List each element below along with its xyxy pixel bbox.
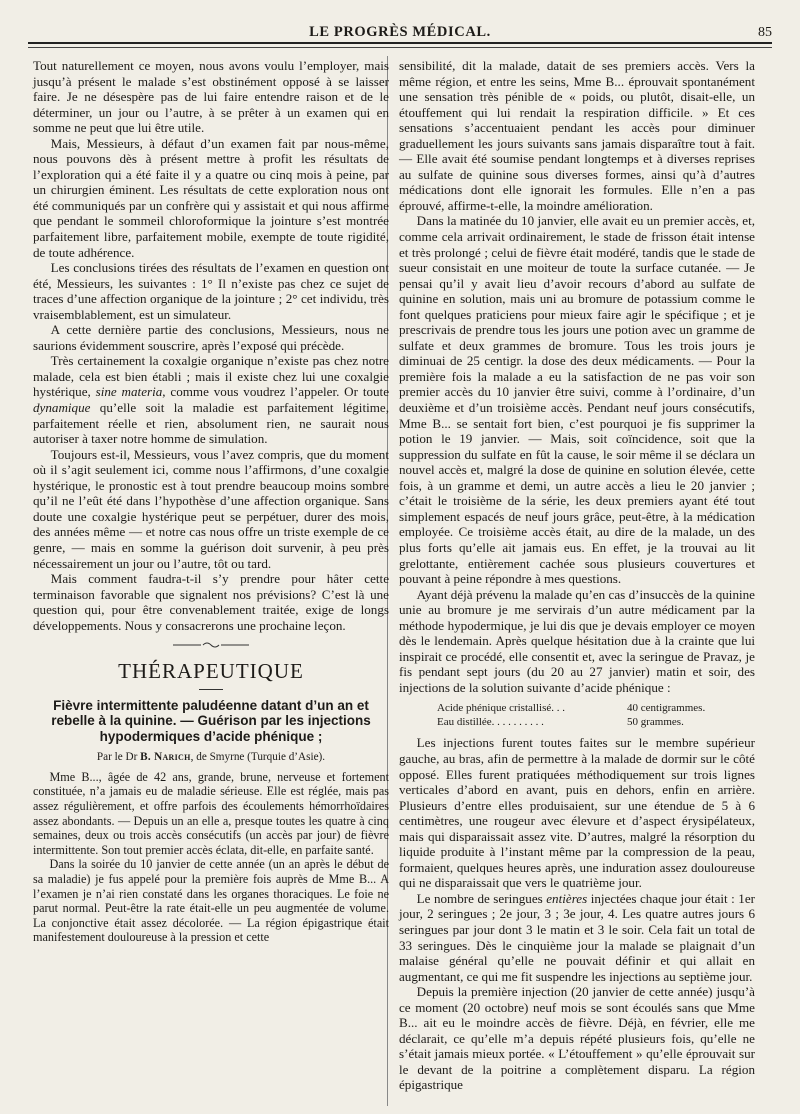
right-column: [399, 58, 755, 1093]
text-run: , comme vous voudrez l’appeler. Or toute: [162, 384, 390, 400]
article-title: Fièvre intermittente paludéenne datant d’un an et rebelle à la quinine. — Guérison par les injections hypodermiques d’acide phénique ;: [51, 697, 371, 744]
section-rule: [199, 689, 223, 690]
paragraph: Tout naturellement ce moyen, nous avons voulu l’employer, mais jusqu’à présent le malade s’est obstinément opposé à se laisser faire. Je ne désespère pas de lui faire entendre raison et de le déterminer, un jour ou l’autre, à se prêter à un examen qui en somme ne peut que lui être utile.: [33, 58, 389, 136]
byline: [33, 750, 389, 766]
ornament-divider: [33, 639, 389, 655]
ornament-icon: [171, 641, 251, 649]
italic-term: entières: [546, 890, 588, 906]
byline-prefix: Par le Dr: [96, 751, 141, 764]
paragraph: [399, 891, 755, 984]
paragraph: Ayant déjà prévenu la malade qu’en cas d’insuccès de la quinine unie au bromure je me servirais d’un autre médicament par la méthode hypodermique, je lui dis que je devais employer ce moyen dès le lendemain. Après quelque hésitation due à la crainte que lui inspirait ce procédé, elle consentit et, avec la seringue de Pravaz, je fis pendant sept jours (du 20 au 27 janvier) matin et soir, des injections de la solution suivante d’acide phénique :: [399, 586, 755, 695]
byline-suffix: , de Smyrne (Turquie d’Asie).: [190, 751, 326, 764]
ingredient-quantity: 50 grammes.: [627, 716, 684, 729]
text-run: Très certainement la coxalgie organique n’existe pas chez notre malade, cela est bien établi ; mais il existe chez lui une coxalgie hystérique,: [33, 353, 389, 400]
page-number: 85: [758, 25, 772, 40]
paragraph: A cette dernière partie des conclusions, Messieurs, nous ne saurions évidemment souscrire, après l’exposé qui précède.: [33, 322, 389, 353]
text-run: qu’elle soit la maladie est parfaitement légitime, parfaitement réelle et rien, absolument rien, ne saurait nous autoriser à taxer notre homme de simulation.: [33, 400, 389, 447]
prescription-formula: [437, 701, 755, 729]
section-title: THÉRAPEUTIQUE: [118, 658, 304, 683]
italic-term: dynamique: [33, 400, 91, 416]
paragraph: Mais comment faudra-t-il s’y prendre pour hâter cette terminaison favorable que signalent nos prévisions? C’est là une question qui, pour être convenablement traitée, exige de longs développements. Nous y consacrerons une prochaine leçon.: [33, 571, 389, 633]
paragraph: sensibilité, dit la malade, datait de ses premiers accès. Vers la même région, et entre les seins, Mme B... éprouvait spontanément une sensation très pénible de « poids, ou plutôt, disait-elle, un étouffement qui lui rendait la respiration difficile. » Et ces sensations s’accentuaient pendant les accès pour diminuer graduellement les jours suivants sans jamais disparaître tout à fait. — Elle avait été soumise pendant longtemps et à diverses reprises au sulfate de quinine sous diverses formes, ainsi qu’à d’autres médications dont elle ignorait les formules. Elle n’en a pas éprouvé, affirme-t-elle, la moindre amélioration.: [399, 58, 755, 213]
text-run: injectées chaque jour était : 1er jour, 2 seringues ; 2e jour, 3 ; 3e jour, 4. Les quatre autres jours 6 seringues par jour dont 3 le matin et 3 le soir. Cela fait un total de 33 seringues. Dès le cinquième jour la malade se plaignait d’un malaise général qu’elle ne pouvait définir et qui allait en augmentant, ce qui me fit suspendre les injections au septième jour.: [399, 890, 755, 984]
text-run: Le nombre de seringues: [416, 890, 547, 906]
page-header: [28, 22, 772, 44]
paragraph: Mme B..., âgée de 42 ans, grande, brune, nerveuse et fortement constituée, n’a jamais eu de maladie sérieuse. Elle est réglée, mais pas assez régulièrement, et offre parfois des écoulements hémorrhoïdaires assez abondants. — Depuis un an elle a, presque toutes les quatre à cinq semaines, deux ou trois accès consécutifs (un accès par jour) de fièvre intermittente. Son tout premier accès éclata, dit-elle, en parfaite santé.: [33, 769, 389, 857]
ingredient-name: Acide phénique cristallisé. . .: [437, 702, 565, 715]
italic-term: sine materia: [95, 384, 163, 400]
paragraph: Dans la matinée du 10 janvier, elle avait eu un premier accès, et, comme cela arrivait ordinairement, le stade de frisson était intense et très prolongé ; celui de fièvre était modéré, tandis que le stade de sueur consistait en une moiteur de toute la surface cutanée. — Je pensai qu’il y avait lieu d’avoir recours d’abord au sulfate de quinine en solution, mais uni au bromure de potassium comme le font quelques praticiens pour mieux faire agir le spécifique ; et je prescrivais de prendre tous les jours une potion avec un gramme de sulfate et deux grammes de bromure. Tous les trois jours je diminuai de 25 centigr. la dose des deux médicaments. — Pour la première fois la malade a eu la satisfaction de ne pas voir son premier accès du 10 janvier être suivi, comme à l’ordinaire, d’un deuxième et d’un troisième accès. Pendant neuf jours consécutifs, Mme B... se sentait fort bien, c’est pourquoi je fis supprimer la potion le 19 janvier. — Mais, soit coïncidence, soit que la suppression du sulfate en fût la cause, le soir même il se déclara un nouvel accès et, malgré la dose de quinine en solution élevée, cette fois, à un gramme et demi, un autre accès a lieu le 20 janvier ; c’était le troisième de la série, les deux premiers ayant été tout simplement espacés de neuf jours grâce, peut-être, à la médication employée. Ce troisième accès était, au dire de la malade, un des plus forts qu’elle ait jamais eus. En effet, je la trouvai au lit grelottante, entièrement cachée sous plusieurs couvertures et pouvant à peine répondre à mes questions.: [399, 213, 755, 587]
paragraph: Dans la soirée du 10 janvier de cette année (un an après le début de sa maladie) je fus appelé pour la première fois auprès de Mme B... A l’examen je n’ai rien constaté dans les organes thoraciques. Le foie ne parut normal. Peut-être la rate était-elle un peu augmentée de volume. La conjonctive était assez décolorée. — La région épigastrique était manifestement douloureuse à la pression et cette: [33, 857, 389, 945]
paragraph: Les conclusions tirées des résultats de l’examen en question ont été, Messieurs, les suivantes : 1° Il n’existe pas chez ce sujet de traces d’une affection organique de la jointure ; 2° cet individu, très vraisemblablement, est un simulateur.: [33, 260, 389, 322]
left-column: [33, 58, 389, 945]
paragraph: Les injections furent toutes faites sur le membre supérieur gauche, au bras, afin de permettre à la malade de dormir sur le côté opposé. Elles furent pratiquées méthodiquement sur trois lignes verticales d’abord en avant, puis en dehors, enfin en arrière. Plusieurs d’entre elles produisaient, sur une étendue de 5 à 6 centimètres, une rougeur avec élevure et d’aspect érysipélateux, mais qui disparaissait assez vite. D’autres, malgré la résorption du liquide produite à l’instant même par la compression de la peau, formaient, quelques heures après, une induration assez douloureuse qui ne disparaissait que vers le quatrième jour.: [399, 735, 755, 891]
paragraph: Mais, Messieurs, à défaut d’un examen fait par nous-même, nous pouvons dès à présent mettre à profit les résultats de l’exploration qui a été faite il y a quatre ou cinq mois à peine, par un chirurgien éminent. Les résultats de cette exploration nous ont été communiqués par un confrère qui y assistait et qui nous affirme que pendant le sommeil chloroformique la jointure s’est montrée parfaitement libre, parfaitement mobile, exempte de toute rigidité, de toute adhérence.: [33, 135, 389, 260]
ingredient-quantity: 40 centigrammes.: [627, 702, 706, 715]
ingredient-name: Eau distillée. . . . . . . . . .: [437, 716, 544, 729]
header-rule-thin: [28, 47, 772, 48]
formula-row: [437, 701, 755, 715]
paragraph: [33, 353, 389, 446]
journal-title: LE PROGRÈS MÉDICAL.: [309, 24, 491, 40]
paragraph: Depuis la première injection (20 janvier de cette année) jusqu’à ce moment (20 octobre) neuf mois se sont écoulés sans que Mme B... ait eu le moindre accès de fièvre. Déjà, en février, elle me déclarait, ce qu’elle m’a depuis répété plusieurs fois, qu’elle ne s’était jamais mieux portée. « L’étouffement » qu’elle éprouvait sur le devant de la poitrine a complètement disparu. La région épigastrique: [399, 984, 755, 1093]
author-name: B. Narich: [140, 751, 191, 764]
formula-row: [437, 715, 755, 729]
header-rule-thick: [28, 42, 772, 44]
paragraph: Toujours est-il, Messieurs, vous l’avez compris, que du moment où il s’agit seulement ici, comme nous l’affirmons, d’une coxalgie hystérique, le pronostic est à tout prendre beaucoup moins sombre qu’il ne l’eût été dans l’hypothèse d’une affection organique. Sans doute une coxalgie hystérique peut se perpétuer, durer des mois, des années même — et notre cas nous offre un triste exemple de ce genre, — mais en somme la guérison doit survenir, à peu près nécessairement un jour ou l’autre, tôt ou tard.: [33, 446, 389, 571]
